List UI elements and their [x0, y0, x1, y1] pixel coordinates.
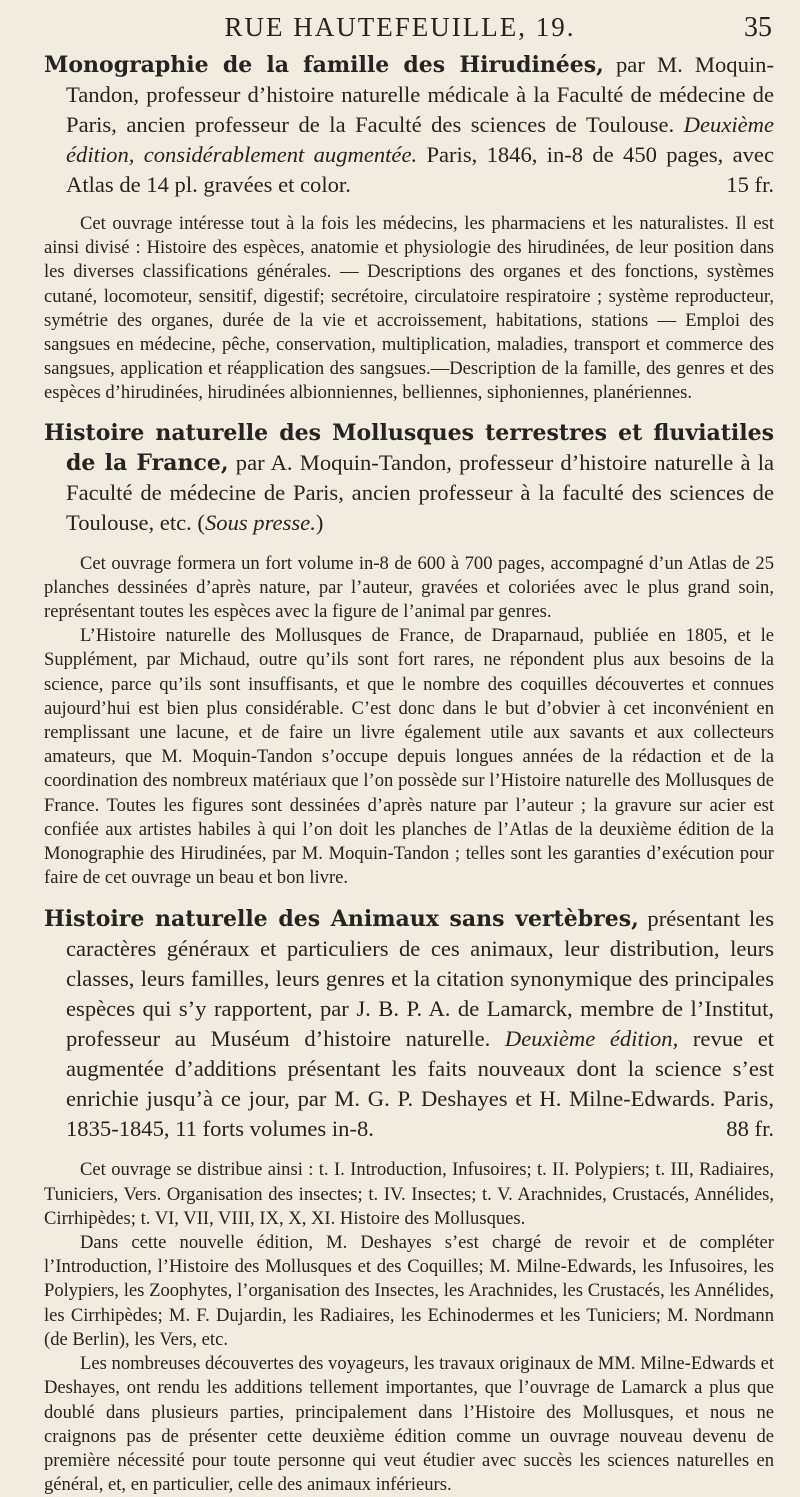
- entry-2-paragraph-1: Cet ouvrage formera un fort volume in-8 de 600 à 700 pages, accompagné d’un Atlas de 25 planches dessinées d’après nature, par l’auteur, gravées et coloriées avec le plus grand soin, représentant toutes les espèces avec la figure de l’animal par genres.: [44, 552, 774, 623]
- entry-3-edition: Deuxième édition,: [504, 1026, 679, 1052]
- entry-3-title: Histoire naturelle des Animaux sans vertèbres,: [44, 906, 639, 933]
- entry-1-price: 15 fr.: [726, 172, 774, 197]
- entry-1-title: Monographie de la famille des Hirudinées,: [44, 52, 604, 78]
- entry-2-paragraph-2: L’Histoire naturelle des Mollusques de France, de Draparnaud, publiée en 1805, et le Supplément, par Michaud, outre qu’ils sont fort rares, ne répondent plus aux besoins de la science, parce qu’ils sont insuffisants, et que le nombre des coquilles découvertes et connues aujourd’hui est bien plus considérable. C’est donc dans le but d’obvier à cet inconvénient en remplissant une lacune, et de faire un livre également utile aux savants et aux collecteurs amateurs, que M. Moquin-Tandon s’occupe depuis longues années de la rédaction et de la coordination des nombreux matériaux que l’on possède sur l’Histoire naturelle des Mollusques de France. Toutes les figures sont dessinées d’après nature par l’auteur ; la gravure sur acier est confiée aux artistes habiles à qui l’on doit les planches de l’Atlas de la deuxième édition de la Monographie des Hirudinées, par M. Moquin-Tandon ; telles sont les garanties d’exécution pour faire de cet ouvrage un beau et bon livre.: [44, 625, 774, 889]
- entry-3-price: 88 fr.: [726, 1116, 774, 1142]
- running-head: [0, 12, 800, 48]
- entry-2-author: par A. Moquin-Tandon, professeur d’histoire naturelle à la Faculté de médecine de Paris, ancien professeur à la faculté des sciences de Toulouse, etc. (: [66, 449, 775, 535]
- entry-3-paragraph-3: Les nombreuses découvertes des voyageurs, les travaux originaux de MM. Milne-Edwards et Deshayes, ont rendu les additions tellement importantes, que l’ouvrage de Lamarck a plus que doublé dans plusieurs parties, principalement dans l’Histoire des Mollusques, et nous ne craignons pas de présenter cette deuxième édition comme un ouvrage nouveau devenu de première nécessité pour toute personne qui veut étudier avec succès les sciences naturelles en général, et, en particulier, celle des animaux inférieurs.: [44, 1353, 774, 1496]
- entry-3-paragraph-1: Cet ouvrage se distribue ainsi : t. I. Introduction, Infusoires; t. II. Polypiers; t. III, Radiaires, Tuniciers, Vers. Organisation des insectes; t. IV. Insectes; t. V. Arachnides, Crustacés, Annélides, Cirrhipèdes; t. VI, VII, VIII, IX, X, XI. Histoire des Mollusques.: [44, 1159, 774, 1229]
- entry-2-status: Sous presse.: [204, 509, 316, 535]
- entry-1-edition: Deuxième édition, considérablement augmentée.: [66, 112, 774, 167]
- page-number: 35: [744, 12, 772, 43]
- entry-3-heading: [44, 904, 774, 1144]
- running-head-title: RUE HAUTEFEUILLE, 19.: [224, 12, 576, 42]
- entry-1-imprint: Paris, 1846, in-8 de 450 pages, avec Atlas de 14 pl. gravées et color.: [66, 142, 774, 197]
- entry-1-author: par M. Moquin-Tandon, professeur d’histoire naturelle médicale à la Faculté de médecine de Paris, ancien professeur de la Faculté des sciences de Toulouse.: [66, 52, 774, 137]
- entry-3-imprint: revue et augmentée d’additions présentant les faits nouveaux dont la science s’est enrichie jusqu’à ce jour, par M. G. P. Deshayes et H. Milne-Edwards. Paris, 1835-1845, 11 forts volumes in-8.: [66, 1026, 774, 1142]
- entry-1-paragraph-1: Cet ouvrage intéresse tout à la fois les médecins, les pharmaciens et les naturalistes. Il est ainsi divisé : Histoire des espèces, anatomie et physiologie des hirudinées, de leur position dans les diverses classifications générales. — Descriptions des organes et des fonctions, systèmes cutané, locomoteur, sensitif, digestif; secrétoire, circulatoire respiratoire ; système reproducteur, symétrie des organes, durée de la vie et accroissement, habitations, stations — Emploi des sangsues en médecine, pêche, conservation, multiplication, maladies, transport et commerce des sangsues, application et réapplication des sangsues.—Description de la famille, des genres et des espèces d’hirudinées, hirudinées albionniennes, belliennes, siphoniennes, planériennes.: [44, 213, 774, 404]
- page-body: [44, 50, 774, 1497]
- entry-1-heading: [44, 50, 774, 200]
- entry-3-author: présentant les caractères généraux et particuliers de ces animaux, leur distribution, leurs classes, leurs familles, leurs genres et la citation synonymique des principales espèces qui s’y rapportent, par J. B. P. A. de Lamarck, membre de l’Institut, professeur au Muséum d’histoire naturelle.: [66, 906, 775, 1052]
- entry-2-heading: [44, 418, 774, 538]
- entry-3-paragraph-2: Dans cette nouvelle édition, M. Deshayes s’est chargé de revoir et de compléter l’Introduction, l’Histoire des Mollusques et des Coquilles; M. Milne-Edwards, les Infusoires, les Polypiers, les Zoophytes, l’organisation des Insectes, les Arachnides, les Crustacés, les Annélides, les Cirrhipèdes; M. F. Dujardin, les Radiaires, les Echinodermes et les Tuniciers; M. Nordmann (de Berlin), les Vers, etc.: [44, 1232, 774, 1350]
- entry-2-imprint: ): [315, 509, 324, 535]
- entry-2-title: Histoire naturelle des Mollusques terrestres et fluviatiles de la France,: [44, 419, 774, 476]
